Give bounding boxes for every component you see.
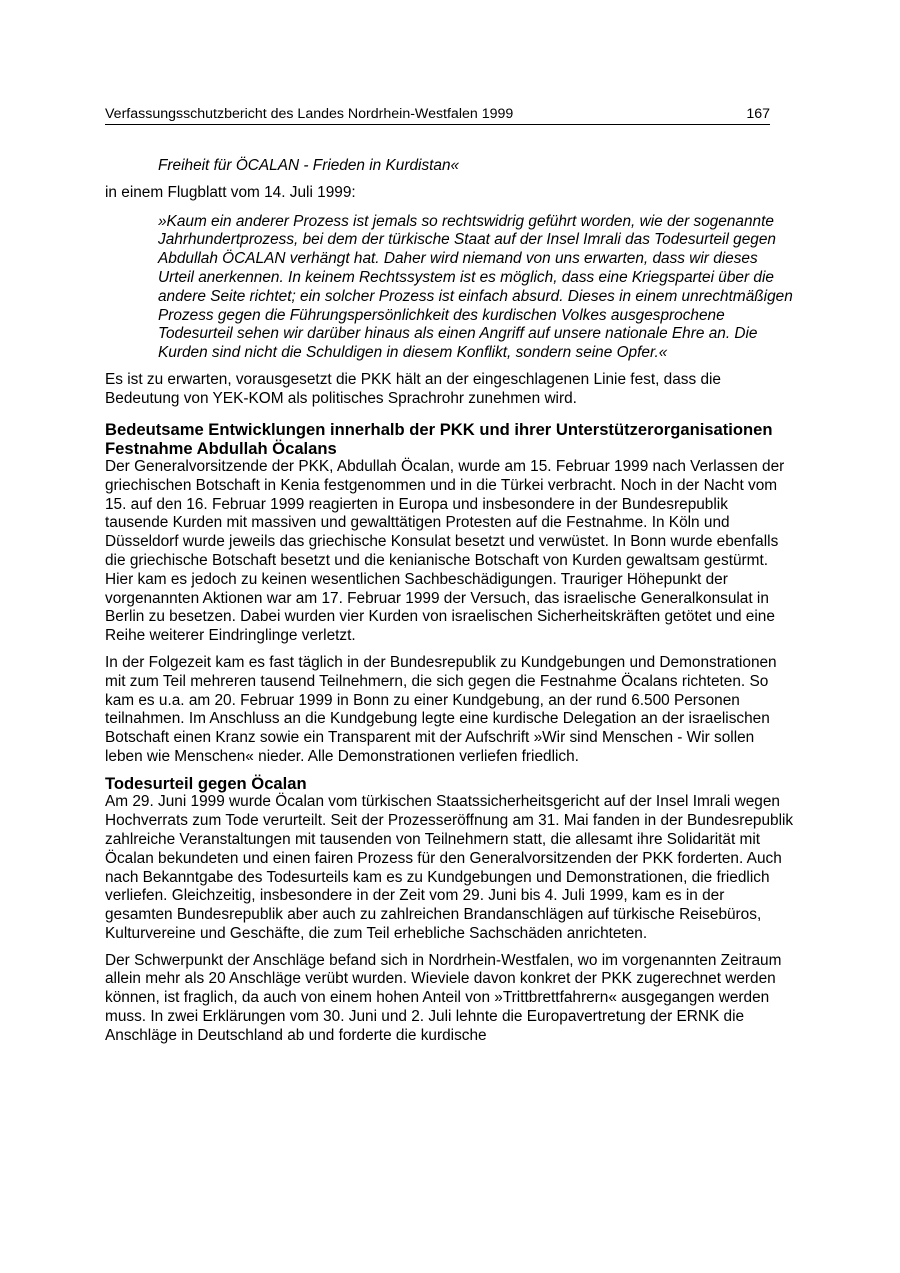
paragraph-arrest: Der Generalvorsitzende der PKK, Abdullah Öcalan, wurde am 15. Februar 1999 nach Verlassen der griechischen Botschaft in Kenia festgenommen und in die Türkei verbracht. Noch in der Nacht vom 15. auf den 16. Februar 1999 reagierten in Europa und insbesondere in der Bundesrepublik tausende Kurden mit massiven und gewalttätigen Protesten auf die Festnahme. In Köln und Düsseldorf wurde jeweils das griechische Konsulat besetzt und verwüstet. In Bonn wurde ebenfalls die griechische Botschaft besetzt und die kenianische Botschaft von Kurden gewaltsam gestürmt. Hier kam es jedoch zu keinen wesentlichen Sachbeschädigungen. Trauriger Höhepunkt der vorgenannten Aktionen war am 17. Februar 1999 der Versuch, das israelische Generalkonsulat in Berlin zu besetzen. Dabei wurden vier Kurden von israelischen Sicherheitskräften getötet und eine Reihe weiterer Eindringlinge verletzt. bbox=[105, 458, 785, 645]
document-page bbox=[105, 105, 795, 1046]
section-heading-developments: Bedeutsame Entwicklungen innerhalb der PKK und ihrer Unterstützerorganisationen bbox=[105, 419, 773, 439]
running-header bbox=[105, 105, 770, 125]
section-heading-death-sentence: Todesurteil gegen Öcalan bbox=[105, 773, 307, 793]
page-number: 167 bbox=[746, 106, 770, 122]
flyer-quote: »Kaum ein anderer Prozess ist jemals so rechtswidrig geführt worden, wie der sogenannte Jahrhundertprozess, bei dem der türkische Staat auf der Insel Imrali das Todesurteil gegen Abdullah ÖCALAN verhängt hat. Daher wird niemand von uns erwarten, dass wir dieses Urteil anerkennen. In keinem Rechtssystem ist es möglich, dass eine Kriegspartei über die andere Seite richtet; ein solcher Prozess ist einfach absurd. Dieses in einem unrechtmäßigen Prozess gegen die Führungspersönlichkeit des kurdischen Volkes ausgesprochene Todesurteil sehen wir darüber hinaus als einen Angriff auf unsere nationale Ehre an. Die Kurden sind nicht die Schuldigen in diesem Konflikt, sondern seine Opfer.« bbox=[158, 212, 793, 362]
paragraph-attacks: Der Schwerpunkt der Anschläge befand sich in Nordrhein-Westfalen, wo im vorgenannten Zeitraum allein mehr als 20 Anschläge verübt wurden. Wieviele davon konkret der PKK zugerechnet werden können, ist fraglich, da auch von einem hohen Anteil von »Trittbrettfahrern« ausgegangen werden muss. In zwei Erklärungen vom 30. Juni und 2. Juli lehnte die Europavertretung der ERNK die Anschläge in Deutschland ab und forderte die kurdische bbox=[105, 951, 782, 1044]
flyer-intro: in einem Flugblatt vom 14. Juli 1999: bbox=[105, 183, 356, 201]
report-title: Verfassungsschutzbericht des Landes Nordrhein-Westfalen 1999 bbox=[105, 106, 514, 122]
slogan-quote: Freiheit für ÖCALAN - Frieden in Kurdistan« bbox=[158, 157, 460, 174]
section-heading-arrest: Festnahme Abdullah Öcalans bbox=[105, 438, 337, 458]
paragraph-death-sentence: Am 29. Juni 1999 wurde Öcalan vom türkischen Staatssicherheitsgericht auf der Insel Imrali wegen Hochverrats zum Tode verurteilt. Seit der Prozesseröffnung am 31. Mai fanden in der Bundesrepublik zahlreiche Veranstaltungen mit tausenden von Teilnehmern statt, die allesamt ihre Solidarität mit Öcalan bekundeten und einen fairen Prozess für den Generalvorsitzenden der PKK forderten. Auch nach Bekanntgabe des Todesurteils kam es zu Kundgebungen und Demonstrationen, die friedlich verliefen. Gleichzeitig, insbesondere in der Zeit vom 29. Juni bis 4. Juli 1999, kam es in der gesamten Bundesrepublik aber auch zu zahlreichen Brandanschlägen auf türkische Reisebüros, Kulturvereine und Geschäfte, die zum Teil erhebliche Sachschäden anrichteten. bbox=[105, 793, 794, 942]
paragraph-demonstrations: In der Folgezeit kam es fast täglich in der Bundesrepublik zu Kundgebungen und Demonstrationen mit zum Teil mehreren tausend Teilnehmern, die sich gegen die Festnahme Öcalans richteten. So kam es u.a. am 20. Februar 1999 in Bonn zu einer Kundgebung, an der rund 6.500 Personen teilnahmen. Im Anschluss an die Kundgebung legte eine kurdische Delegation an der israelischen Botschaft einen Kranz sowie ein Transparent mit der Aufschrift »Wir sind Menschen - Wir sollen leben wie Menschen« nieder. Alle Demonstrationen verliefen friedlich. bbox=[105, 654, 777, 766]
paragraph-expectation: Es ist zu erwarten, vorausgesetzt die PKK hält an der eingeschlagenen Linie fest, dass die Bedeutung von YEK-KOM als politisches Sprachrohr zunehmen wird. bbox=[105, 370, 721, 407]
